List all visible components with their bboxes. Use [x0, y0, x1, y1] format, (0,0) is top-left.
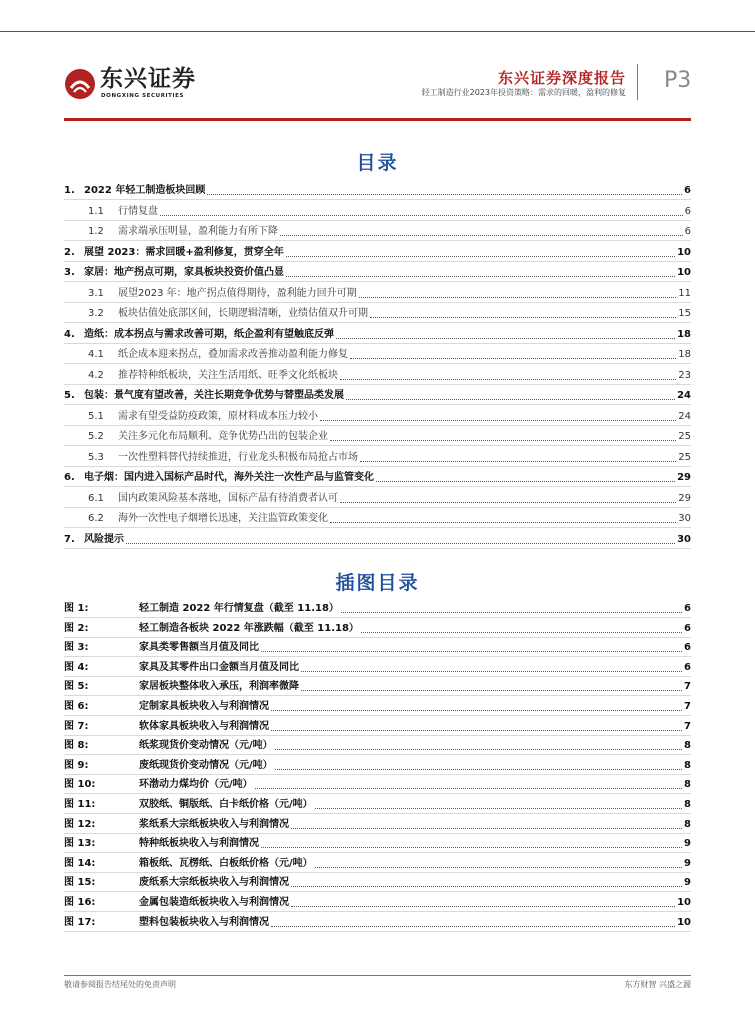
toc-entry[interactable]	[64, 342, 691, 362]
figure-entry[interactable]	[64, 772, 691, 792]
entry-page: 6	[684, 185, 691, 196]
entry-number: 图 11:	[64, 799, 96, 810]
entry-number: 图 10:	[64, 779, 96, 791]
dot-leader	[341, 612, 682, 613]
entry-label: 箱板纸、瓦楞纸、白板纸价格（元/吨）	[139, 857, 313, 869]
figure-entry[interactable]	[64, 851, 691, 871]
entry-number: 图 12:	[64, 818, 96, 830]
figure-entry[interactable]	[64, 674, 691, 694]
toc-entry[interactable]	[64, 383, 691, 403]
figure-entry[interactable]	[64, 792, 691, 812]
dot-leader	[330, 522, 676, 523]
dot-leader	[126, 543, 675, 544]
entry-page: 10	[677, 916, 691, 928]
dot-leader	[286, 256, 675, 257]
entry-label: 轻工制造各板块 2022 年涨跌幅（截至 11.18）	[139, 622, 359, 634]
dot-leader	[291, 886, 682, 887]
toc-entry[interactable]	[64, 506, 691, 526]
entry-page: 7	[684, 681, 691, 693]
toc-entry[interactable]	[64, 445, 691, 465]
toc-entry[interactable]	[64, 486, 691, 506]
figure-entry[interactable]	[64, 890, 691, 910]
dot-leader	[330, 440, 676, 441]
entry-page: 18	[677, 328, 691, 340]
footer-rule	[64, 975, 691, 976]
dot-leader	[301, 690, 682, 691]
toc-entry[interactable]	[64, 178, 691, 198]
toc-entry[interactable]	[64, 240, 691, 260]
entry-number: 3.2	[88, 308, 104, 319]
toc-entry[interactable]	[64, 301, 691, 321]
entry-page: 23	[678, 369, 691, 381]
entry-page: 7	[684, 701, 691, 712]
entry-label: 需求有望受益防疫政策，原材料成本压力较小	[118, 410, 318, 422]
entry-label: 特种纸板块收入与利润情况	[139, 838, 259, 850]
entry-page: 24	[678, 410, 691, 422]
entry-number: 图 13:	[64, 838, 96, 850]
entry-label: 浆纸系大宗纸板块收入与利润情况	[139, 818, 289, 830]
entry-label: 需求端承压明显，盈利能力有所下降	[118, 226, 278, 237]
dot-leader	[286, 276, 675, 277]
entry-number: 图 7:	[64, 720, 89, 732]
entry-label: 轻工制造 2022 年行情复盘（截至 11.18）	[139, 603, 339, 614]
dot-leader	[340, 379, 676, 380]
entry-number: 1.	[64, 185, 75, 196]
dot-leader	[280, 235, 683, 236]
entry-number: 图 6:	[64, 701, 89, 712]
entry-page: 6	[684, 661, 691, 673]
dot-leader	[370, 317, 676, 318]
entry-number: 图 4:	[64, 661, 89, 673]
entry-number: 5.	[64, 390, 75, 401]
dot-leader	[255, 788, 682, 789]
entry-number: 6.1	[88, 492, 104, 504]
dot-leader	[261, 847, 682, 848]
entry-number: 图 5:	[64, 681, 89, 693]
toc-entry[interactable]	[64, 322, 691, 342]
dot-leader	[301, 671, 682, 672]
entry-label: 一次性塑料替代持续推进，行业龙头积极布局抢占市场	[118, 451, 358, 463]
entry-number: 5.1	[88, 410, 104, 422]
entry-label: 环渤动力煤均价（元/吨）	[139, 779, 253, 791]
entry-page: 9	[684, 857, 691, 869]
entry-number: 5.3	[88, 451, 104, 463]
entry-page: 8	[684, 799, 691, 810]
entry-page: 9	[684, 877, 691, 889]
figure-entry[interactable]	[64, 753, 691, 773]
entry-page: 18	[678, 349, 691, 360]
figure-entry[interactable]	[64, 596, 691, 616]
entry-number: 图 17:	[64, 916, 96, 928]
entry-number: 3.	[64, 267, 75, 278]
entry-label: 金属包装造纸板块收入与利润情况	[139, 897, 289, 908]
entry-number: 图 3:	[64, 642, 89, 654]
dot-leader	[315, 808, 682, 809]
toc-entry[interactable]	[64, 260, 691, 280]
dot-leader	[207, 194, 682, 195]
entry-label: 风险提示	[84, 533, 124, 545]
entry-number: 1.1	[88, 205, 104, 217]
dot-leader	[160, 215, 683, 216]
dot-leader	[320, 420, 676, 421]
figure-entry[interactable]	[64, 812, 691, 832]
toc-entry[interactable]	[64, 465, 691, 485]
dot-leader	[336, 338, 675, 339]
header-divider	[637, 64, 638, 100]
toc-entry[interactable]	[64, 363, 691, 383]
toc-entry[interactable]	[64, 199, 691, 219]
dot-leader	[376, 481, 675, 482]
entry-label: 废纸系大宗纸板块收入与利润情况	[139, 877, 289, 889]
entry-number: 图 8:	[64, 740, 89, 752]
figure-entry[interactable]	[64, 635, 691, 655]
row-separator	[64, 548, 691, 549]
dot-leader	[271, 730, 682, 731]
entry-page: 25	[678, 451, 691, 463]
entry-page: 9	[684, 838, 691, 850]
entry-number: 4.2	[88, 369, 104, 381]
figure-entry[interactable]	[64, 733, 691, 753]
top-rule	[0, 31, 755, 32]
entry-number: 图 14:	[64, 857, 96, 869]
entry-label: 海外一次性电子烟增长迅速，关注监管政策变化	[118, 513, 328, 524]
toc-entry[interactable]	[64, 424, 691, 444]
entry-number: 图 1:	[64, 603, 89, 614]
dot-leader	[360, 461, 676, 462]
entry-number: 7.	[64, 533, 75, 545]
header-rule	[64, 118, 691, 121]
entry-number: 6.2	[88, 513, 104, 524]
entry-page: 6	[684, 205, 691, 217]
entry-number: 图 2:	[64, 622, 89, 634]
dot-leader	[315, 867, 682, 868]
figure-entry[interactable]	[64, 655, 691, 675]
figure-entry[interactable]	[64, 870, 691, 890]
figure-entry[interactable]	[64, 831, 691, 851]
entry-number: 3.1	[88, 287, 104, 299]
entry-page: 7	[684, 720, 691, 732]
entry-number: 6.	[64, 472, 75, 483]
entry-number: 1.2	[88, 226, 104, 237]
entry-page: 6	[684, 642, 691, 654]
entry-label: 推荐特种纸板块，关注生活用纸、旺季文化纸板块	[118, 369, 338, 381]
dot-leader	[271, 926, 675, 927]
entry-label: 定制家具板块收入与利润情况	[139, 701, 269, 712]
entry-number: 图 9:	[64, 759, 89, 771]
entry-label: 电子烟：国内进入国标产品时代，海外关注一次性产品与监管变化	[84, 472, 374, 483]
entry-number: 4.	[64, 328, 75, 340]
entry-label: 纸浆现货价变动情况（元/吨）	[139, 740, 273, 752]
entry-page: 10	[677, 246, 691, 258]
figure-list-title: 插图目录	[335, 572, 420, 594]
page-number: P3	[664, 68, 692, 93]
dot-leader	[275, 749, 682, 750]
entry-page: 8	[684, 759, 691, 771]
logo-subtext: DONGXING SECURITIES	[101, 93, 185, 99]
figure-entry[interactable]	[64, 910, 691, 930]
toc-entry[interactable]	[64, 527, 691, 547]
entry-number: 图 15:	[64, 877, 96, 889]
entry-page: 25	[678, 431, 691, 442]
entry-label: 家具类零售额当月值及同比	[139, 642, 259, 654]
figure-entry[interactable]	[64, 714, 691, 734]
entry-number: 图 16:	[64, 897, 96, 908]
company-logo	[64, 66, 224, 106]
entry-page: 8	[684, 818, 691, 830]
entry-number: 5.2	[88, 431, 104, 442]
dot-leader	[340, 502, 676, 503]
toc-entry[interactable]	[64, 404, 691, 424]
toc-title: 目录	[356, 152, 399, 174]
dot-leader	[261, 651, 682, 652]
entry-page: 24	[677, 390, 691, 401]
entry-page: 6	[684, 226, 691, 237]
dot-leader	[291, 906, 675, 907]
footer-slogan: 东方财智 兴盛之源	[624, 980, 691, 989]
report-subtitle: 轻工制造行业2023年投资策略：需求的回暖，盈利的修复	[421, 88, 626, 97]
entry-number: 2.	[64, 246, 75, 258]
toc-entry[interactable]	[64, 219, 691, 239]
dot-leader	[350, 358, 676, 359]
dot-leader	[271, 710, 682, 711]
entry-label: 家具及其零件出口金额当月值及同比	[139, 661, 299, 673]
entry-page: 29	[678, 492, 691, 504]
entry-label: 关注多元化布局顺利、竞争优势凸出的包装企业	[118, 431, 328, 442]
entry-page: 6	[684, 603, 691, 614]
entry-page: 29	[677, 472, 691, 483]
entry-label: 行情复盘	[118, 205, 158, 217]
toc-entry[interactable]	[64, 281, 691, 301]
row-separator	[64, 931, 691, 932]
entry-label: 展望 2023：需求回暖+盈利修复，贯穿全年	[84, 246, 284, 258]
logo-mark-icon	[64, 68, 96, 100]
entry-page: 8	[684, 779, 691, 791]
entry-label: 塑料包装板块收入与利润情况	[139, 916, 269, 928]
entry-label: 包装：景气度有望改善，关注长期竞争优势与替塑品类发展	[84, 390, 344, 401]
entry-label: 家居板块整体收入承压，利润率微降	[139, 681, 299, 693]
entry-page: 30	[677, 533, 691, 545]
entry-label: 纸企成本迎来拐点，叠加需求改善推动盈利能力修复	[118, 349, 348, 360]
entry-label: 国内政策风险基本落地，国标产品有待消费者认可	[118, 492, 338, 504]
entry-label: 废纸现货价变动情况（元/吨）	[139, 759, 273, 771]
entry-label: 造纸：成本拐点与需求改善可期，纸企盈利有望触底反弹	[84, 328, 334, 340]
entry-label: 软体家具板块收入与利润情况	[139, 720, 269, 732]
entry-label: 家居：地产拐点可期，家具板块投资价值凸显	[84, 267, 284, 278]
dot-leader	[275, 769, 682, 770]
dot-leader	[291, 828, 682, 829]
entry-label: 双胶纸、铜版纸、白卡纸价格（元/吨）	[139, 799, 313, 810]
figure-entry[interactable]	[64, 616, 691, 636]
entry-page: 30	[678, 513, 691, 524]
entry-label: 板块估值处底部区间，长期逻辑清晰，业绩估值双升可期	[118, 308, 368, 319]
dot-leader	[361, 632, 682, 633]
footer-disclaimer: 敬请参阅报告结尾处的免责声明	[64, 980, 176, 989]
dot-leader	[359, 297, 677, 298]
report-brand-title: 东兴证券深度报告	[497, 69, 626, 87]
dot-leader	[346, 399, 675, 400]
entry-page: 11	[678, 287, 691, 299]
entry-page: 10	[677, 897, 691, 908]
entry-label: 2022 年轻工制造板块回顾	[84, 185, 206, 196]
entry-number: 4.1	[88, 349, 104, 360]
entry-page: 8	[684, 740, 691, 752]
entry-page: 10	[677, 267, 691, 278]
entry-page: 15	[678, 308, 691, 319]
figure-entry[interactable]	[64, 694, 691, 714]
entry-page: 6	[684, 622, 691, 634]
entry-label: 展望2023 年：地产拐点值得期待，盈利能力回升可期	[118, 287, 357, 299]
logo-text: 东兴证券	[100, 66, 196, 92]
